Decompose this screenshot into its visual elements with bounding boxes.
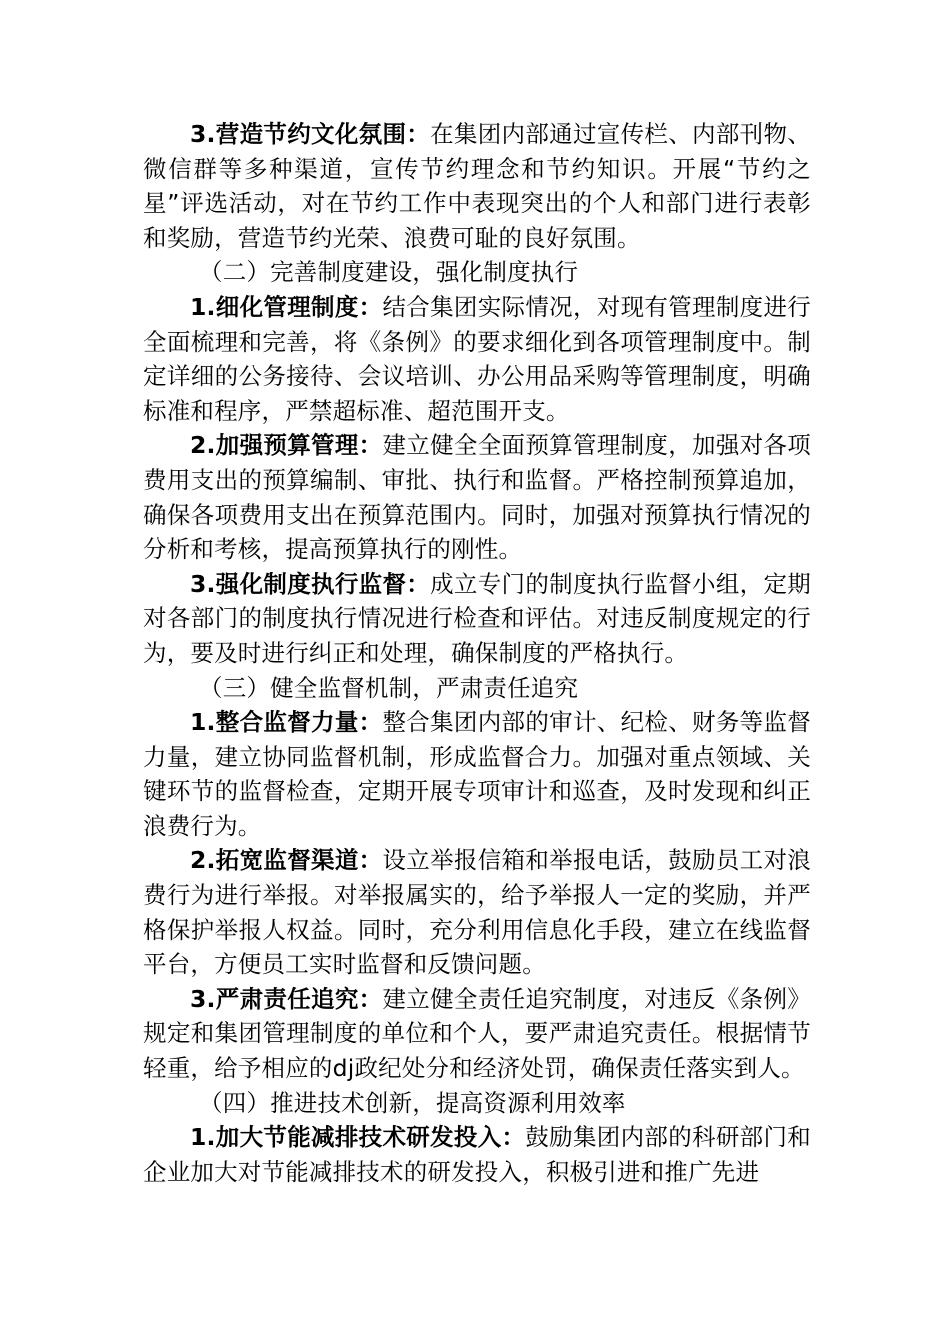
paragraph-text: 结合集团实际情况，对现有管理制度进行全面梳理和完善，将《条例》的要求细化到各项管理制度中。制定详细的公务接待、会议培训、办公用品采购等管理制度，明确标准和程序，严禁超标准、超范围开支。: [143, 292, 811, 425]
paragraph-item: [143, 567, 811, 671]
paragraph-item: [143, 290, 811, 428]
paragraph-text: 在集团内部通过宣传栏、内部刊物、微信群等多种渠道，宣传节约理念和节约知识。开展“节约之星”评选活动，对在节约工作中表现突出的个人和部门进行表彰和奖励，营造节约光荣、浪费可耻的良好氛围。: [143, 120, 811, 252]
section-heading: [143, 1086, 811, 1121]
paragraph-lead: 1.加大节能减排技术研发投入：: [190, 1123, 526, 1152]
section-heading-text: （三）健全监督机制，严肃责任追究: [199, 673, 579, 702]
paragraph-lead: 2.加强预算管理：: [190, 431, 383, 460]
paragraph-item: [143, 1120, 811, 1189]
paragraph-lead: 3.强化制度执行监督：: [190, 569, 431, 598]
paragraph-item: [143, 428, 811, 566]
section-heading: [143, 671, 811, 706]
paragraph-item: [143, 705, 811, 843]
paragraph-lead: 1.细化管理制度：: [190, 292, 383, 321]
paragraph-lead: 3.严肃责任追究：: [190, 984, 383, 1013]
document-body: [143, 117, 811, 1189]
paragraph-lead: 2.拓宽监督渠道：: [190, 846, 383, 875]
paragraph-text: 整合集团内部的审计、纪检、财务等监督力量，建立协同监督机制，形成监督合力。加强对重点领域、关键环节的监督检查，定期开展专项审计和巡查，及时发现和纠正浪费行为。: [143, 708, 811, 840]
paragraph-item: [143, 982, 811, 1086]
paragraph-lead: 1.整合监督力量：: [190, 708, 383, 737]
paragraph-text: 设立举报信箱和举报电话，鼓励员工对浪费行为进行举报。对举报属实的，给予举报人一定的奖励，并严格保护举报人权益。同时，充分利用信息化手段，建立在线监督平台，方便员工实时监督和反馈问题。: [143, 846, 811, 979]
paragraph-item: [143, 117, 811, 255]
section-heading-text: （二）完善制度建设，强化制度执行: [199, 258, 579, 287]
paragraph-text: 建立健全全面预算管理制度，加强对各项费用支出的预算编制、审批、执行和监督。严格控制预算追加，确保各项费用支出在预算范围内。同时，加强对预算执行情况的分析和考核，提高预算执行的刚性。: [143, 431, 811, 564]
section-heading-text: （四）推进技术创新，提高资源利用效率: [199, 1088, 626, 1117]
paragraph-text: 成立专门的制度执行监督小组，定期对各部门的制度执行情况进行检查和评估。对违反制度规定的行为，要及时进行纠正和处理，确保制度的严格执行。: [143, 569, 811, 667]
section-heading: [143, 255, 811, 290]
paragraph-text: 鼓励集团内部的科研部门和企业加大对节能减排技术的研发投入，积极引进和推广先进: [143, 1123, 811, 1186]
paragraph-text: 建立健全责任追究制度，对违反《条例》规定和集团管理制度的单位和个人，要严肃追究责任。根据情节轻重，给予相应的dj政纪处分和经济处罚，确保责任落实到人。: [143, 984, 811, 1083]
paragraph-item: [143, 843, 811, 981]
paragraph-lead: 3.营造节约文化氛围：: [190, 120, 431, 148]
